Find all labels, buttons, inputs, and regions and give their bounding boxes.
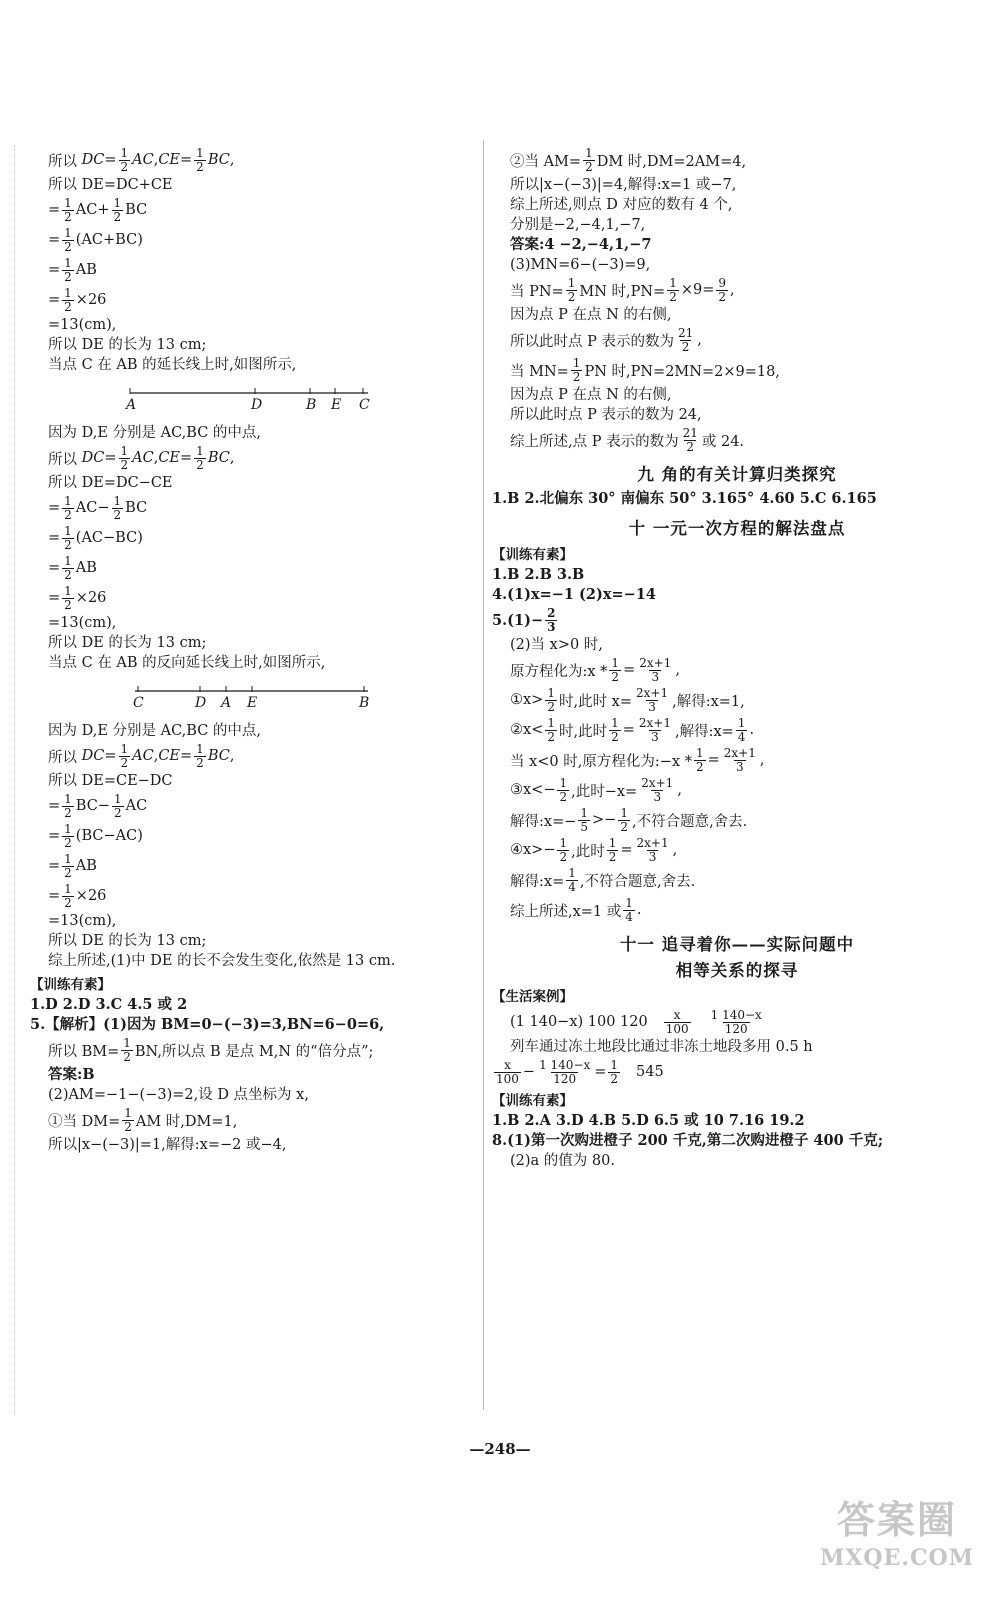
text-line: 因为 D,E 分别是 AC,BC 的中点, (48, 425, 262, 441)
text-line: 所以 DE 的长为 13 cm; (48, 337, 207, 353)
fraction: $\frac{1}{2}$ (196, 145, 204, 174)
section-tag: 【训练有素】 (492, 547, 573, 563)
equation-line: ①当 DM= $\frac{1}{2}$ AM 时,DM=1, (48, 1105, 238, 1134)
answer-line: 答案:4 −2,−4,1,−7 (510, 236, 652, 253)
equation-line: 解得:x= $\frac{1}{4}$ ,不符合题意,舍去. (510, 865, 696, 894)
section-heading: 十一 追寻着你——实际问题中 (619, 935, 855, 954)
number-line-figure-2 (30, 677, 475, 719)
text-line: 因为点 P 在点 N 的右侧, (510, 307, 672, 323)
equation-line: = $\frac{1}{2}$ ×26 (48, 881, 107, 910)
answer-line: 4.(1)x=−1 (2)x=−14 (492, 586, 656, 603)
left-column (30, 145, 475, 1155)
equation-line: ④x>− $\frac{1}{2}$ ,此时 $\frac{1}{2}$ = $\frac{2x+1}{3}$ , (510, 835, 678, 864)
column-divider (483, 140, 484, 1410)
eq-dc-ce: 所以 DC = $\frac{1}{2}$ AC , CE = $\frac{1}{2}$ BC , (48, 443, 235, 472)
text-line: 所以|x−(−3)|=1,解得:x=−2 或−4, (48, 1137, 287, 1153)
equation-line: = $\frac{1}{2}$ (AC−BC) (48, 523, 143, 552)
point-label: B (359, 695, 370, 711)
equation-line: = $\frac{1}{2}$ ×26 (48, 285, 107, 314)
answer-line: 1.B 2.北偏东 30° 南偏东 50° 3.165° 4.60 5.C 6.165 (492, 490, 877, 507)
equation-line: = $\frac{1}{2}$ AC+ $\frac{1}{2}$ BC (48, 195, 148, 224)
text-line: =13(cm), (48, 317, 117, 333)
equation-line: 解得:x=− $\frac{1}{5}$ >− $\frac{1}{2}$ ,不符合题意,舍去. (510, 805, 748, 834)
point-label: D (251, 397, 263, 413)
point-label: B (306, 397, 317, 413)
equation-line: = $\frac{1}{2}$ AB (48, 851, 97, 880)
section-tag: 【训练有素】 (492, 1093, 573, 1109)
text-line: 所以 DE=DC−CE (48, 475, 173, 491)
fraction: $\frac{1}{2}$ (120, 145, 129, 174)
point-label: E (247, 695, 258, 711)
equation-line: 综上所述,点 P 表示的数为 $\frac{21}{2}$ 或 24. (510, 425, 745, 454)
equation-line: = $\frac{1}{2}$ ×26 (48, 583, 107, 612)
text-line: 当点 C 在 AB 的反向延长线上时,如图所示, (48, 655, 326, 671)
text-line: 列车通过冻土地段比通过非冻土地段多用 0.5 h (510, 1039, 813, 1055)
equation-line: = $\frac{1}{2}$ AB (48, 553, 97, 582)
point-label: D (195, 695, 207, 711)
page-number: —248— (469, 1440, 531, 1458)
watermark-text: 答案圈 (836, 1497, 957, 1542)
text-line: 综上所述,(1)中 DE 的长不会发生变化,依然是 13 cm. (48, 953, 396, 969)
equation-line: ③x<− $\frac{1}{2}$ ,此时−x= $\frac{2x+1}{3}$ , (510, 775, 682, 804)
equation-line: = $\frac{1}{2}$ AC− $\frac{1}{2}$ BC (48, 493, 148, 522)
answer-line: 答案:B (48, 1066, 95, 1083)
text-line: 所以 DE=CE−DC (48, 773, 173, 789)
text-line: 所以此时点 P 表示的数为 24, (510, 407, 702, 423)
number-line-figure-1 (30, 379, 475, 421)
watermark-logo (812, 1495, 982, 1590)
answer-line: 8.(1)第一次购进橙子 200 千克,第二次购进橙子 400 千克; (492, 1132, 884, 1149)
eq-dc-ce: 所以 DC = $\frac{1}{2}$ AC , CE = $\frac{1}{2}$ BC , (48, 145, 235, 174)
point-label: C (133, 695, 144, 711)
text-line: 所以 DE 的长为 13 cm; (48, 933, 207, 949)
text-line: 所以|x−(−3)|=4,解得:x=1 或−7, (510, 177, 737, 193)
equation-line: (1 140−x) 100 120 $\frac{x}{100}$ $\frac{1 140-x}{120}$ (510, 1007, 762, 1036)
text-line: 综上所述,则点 D 对应的数有 4 个, (510, 197, 733, 213)
equation-line: $\frac{x}{100}$ − $\frac{1 140-x}{120}$ = $\frac{1}{2}$ 545 (496, 1057, 664, 1086)
point-label: A (221, 695, 232, 711)
equation-line: = $\frac{1}{2}$ (AC+BC) (48, 225, 143, 254)
equation-line: ①x> $\frac{1}{2}$ 时,此时 x= $\frac{2x+1}{3}$ ,解得:x=1, (510, 685, 745, 714)
text-line: 所以 DE 的长为 13 cm; (48, 635, 207, 651)
section-heading: 相等关系的探寻 (675, 961, 799, 980)
text: 所以 (48, 153, 77, 170)
equation-line: 5.(1)− $\frac{2}{3}$ (492, 605, 556, 634)
equation-line: 所以此时点 P 表示的数为 $\frac{21}{2}$ , (510, 325, 702, 354)
point-label: C (359, 397, 370, 413)
answer-line: (2)a 的值为 80. (510, 1153, 615, 1169)
margin-mark (14, 145, 16, 1415)
point-label: E (331, 397, 342, 413)
text-line: 所以 DE=DC+CE (48, 177, 173, 193)
text-line: (3)MN=6−(−3)=9, (510, 257, 651, 273)
text-line: 因为 D,E 分别是 AC,BC 的中点, (48, 723, 262, 739)
equation-line: 所以 BM= $\frac{1}{2}$ BN,所以点 B 是点 M,N 的“倍分点”; (48, 1035, 374, 1064)
section-heading: 九 角的有关计算归类探究 (637, 465, 837, 484)
text-line: =13(cm), (48, 615, 117, 631)
section-tag: 【生活案例】 (492, 989, 573, 1005)
equation-line: 综上所述,x=1 或 $\frac{1}{4}$ . (510, 895, 642, 924)
equation-line: ②x< $\frac{1}{2}$ 时,此时 $\frac{1}{2}$ = $\frac{2x+1}{3}$ ,解得:x= $\frac{1}{4}$ . (510, 715, 755, 744)
equation-line: ②当 AM= $\frac{1}{2}$ DM 时,DM=2AM=4, (510, 145, 747, 174)
equation-line: = $\frac{1}{2}$ (BC−AC) (48, 821, 143, 850)
text-line: 分别是−2,−4,1,−7, (510, 217, 646, 233)
answer-line: 1.B 2.A 3.D 4.B 5.D 6.5 或 10 7.16 19.2 (492, 1112, 805, 1129)
section-heading: 十 一元一次方程的解法盘点 (628, 519, 846, 538)
equation-line: 原方程化为:x * $\frac{1}{2}$ = $\frac{2x+1}{3}$ , (510, 655, 680, 684)
text-line: =13(cm), (48, 913, 117, 929)
text-line: 因为点 P 在点 N 的右侧, (510, 387, 672, 403)
eq-dc-ce: 所以 DC = $\frac{1}{2}$ AC , CE = $\frac{1}{2}$ BC , (48, 741, 235, 770)
watermark-url: MXQE.COM (819, 1545, 975, 1571)
number-line (30, 677, 390, 719)
equation-line: 当 x<0 时,原方程化为:−x * $\frac{1}{2}$ = $\frac{2x+1}{3}$ , (510, 745, 765, 774)
equation-line: 当 MN= $\frac{1}{2}$ PN 时,PN=2MN=2×9=18, (510, 355, 780, 384)
text-line: (2)AM=−1−(−3)=2,设 D 点坐标为 x, (48, 1087, 309, 1103)
answer-line: 1.D 2.D 3.C 4.5 或 2 (30, 996, 188, 1013)
section-tag: 【训练有素】 (30, 977, 111, 993)
equation-line: = $\frac{1}{2}$ AB (48, 255, 97, 284)
equation-line: = $\frac{1}{2}$ BC− $\frac{1}{2}$ AC (48, 791, 148, 820)
text-line: (2)当 x>0 时, (510, 637, 603, 653)
right-column (492, 145, 982, 1171)
equation-line: 当 PN= $\frac{1}{2}$ MN 时,PN= $\frac{1}{2}$ ×9= $\frac{9}{2}$ , (510, 275, 735, 304)
answer-line: 1.B 2.B 3.B (492, 566, 585, 583)
text-line: 当点 C 在 AB 的延长线上时,如图所示, (48, 357, 297, 373)
answer-line: 5.【解析】(1)因为 BM=0−(−3)=3,BN=6−0=6, (30, 1016, 385, 1033)
point-label: A (126, 397, 137, 413)
